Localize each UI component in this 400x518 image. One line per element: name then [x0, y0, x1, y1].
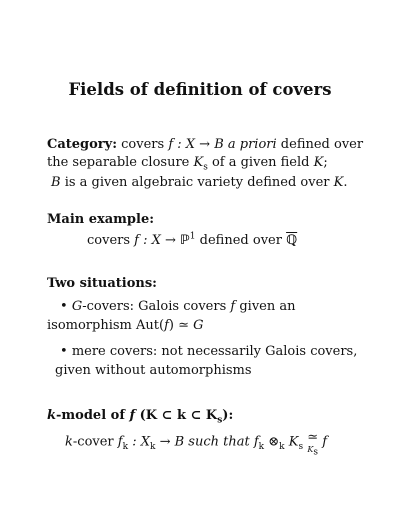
situation-2-line-2: given without automorphisms	[55, 363, 252, 378]
bullet-2: •	[60, 344, 68, 359]
main-example-text: covers f : X → ℙ$^1$ defined over ℚ	[87, 231, 298, 248]
main-example-label: Main example:	[47, 212, 155, 227]
k-model-text: k-cover $f_k$ : $X_k \to B$ such that $f_k$ $\otimes_k$ $K_s$ ≃ $K_s$ f	[65, 430, 328, 458]
situation-2-line-1: • mere covers: not necessarily Galois covers,	[60, 344, 358, 359]
bullet-1: •	[60, 299, 68, 314]
slide-title: Fields of definition of covers	[68, 80, 332, 99]
situation-1-line-2: isomorphism Aut(f) ≃ G	[47, 318, 204, 333]
category-line-2: the separable closure $K_s$ of a given field K;	[47, 155, 328, 173]
category-line-3: B is a given algebraic variety defined over K.	[51, 175, 348, 190]
iso-over-Ks: ≃ $K_s$	[307, 430, 319, 458]
category-label: Category:	[47, 137, 118, 152]
situation-1-line-1: • G-covers: Galois covers f given an	[60, 299, 296, 314]
two-situations-label: Two situations:	[47, 276, 157, 291]
category-line-1: Category: covers f : X → B a priori defined over	[47, 137, 364, 152]
k-model-label: k-model of f (K ⊂ k ⊂ $K_s$):	[47, 408, 234, 426]
